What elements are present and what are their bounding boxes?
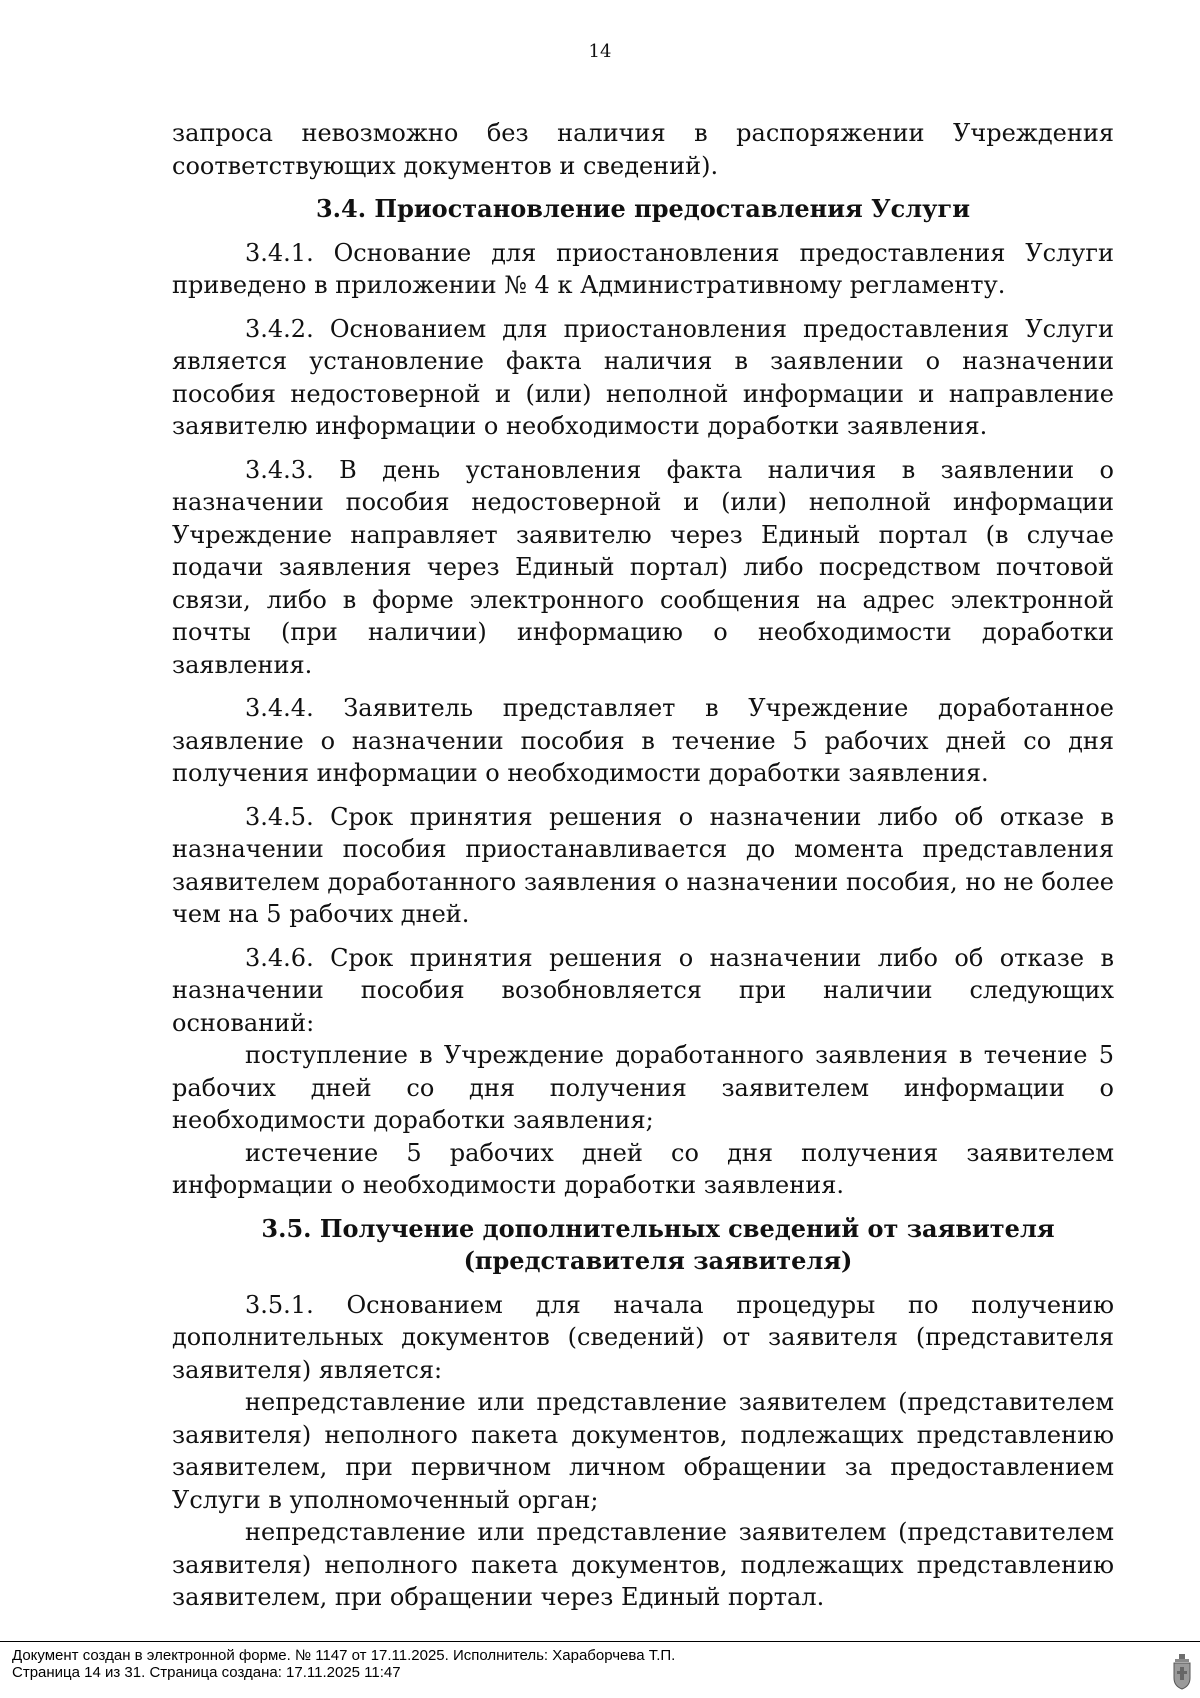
page-number: 14: [588, 41, 612, 62]
list-item-condition-1: поступление в Учреждение доработанного заявления в течение 5 рабочих дней со дня получения заявителем информации о необходимости доработки заявления;: [172, 1041, 1114, 1134]
footer-line-document-info: Документ создан в электронной форме. № 1147 от 17.11.2025. Исполнитель: Хараборчева Т.П.: [12, 1647, 676, 1664]
paragraph-3-4-5: 3.4.5. Срок принятия решения о назначении либо об отказе в назначении пособия приостанавливается до момента представления заявителем доработанного заявления о назначении пособия, но не более чем на 5 рабочих дней.: [172, 802, 1114, 928]
list-item-basis-2: непредставление или представление заявителем (представителем заявителя) неполного пакета документов, подлежащих представлению заявителем, при обращении через Единый портал.: [172, 1518, 1114, 1611]
section-heading-3-5: [172, 1213, 1114, 1278]
footer-divider: [0, 1641, 1200, 1642]
coat-of-arms-icon: [1172, 1654, 1192, 1690]
footer-line-page-info: Страница 14 из 31. Страница создана: 17.11.2025 11:47: [12, 1664, 401, 1681]
section-heading-3-5-line2: (представителя заявителя): [463, 1246, 853, 1275]
section-heading-3-4: 3.4. Приостановление предоставления Услуги: [315, 194, 971, 223]
section-heading-3-5-line1: 3.5. Получение дополнительных сведений от заявителя: [261, 1213, 1055, 1243]
document-footer: [12, 1647, 675, 1681]
paragraph-continuation: запроса невозможно без наличия в распоряжении Учреждения соответствующих документов и сведений).: [172, 119, 1114, 180]
paragraph-3-4-6: 3.4.6. Срок принятия решения о назначении либо об отказе в назначении пособия возобновляется при наличии следующих оснований:: [172, 943, 1114, 1037]
paragraph-3-5-1: 3.5.1. Основанием для начала процедуры по получению дополнительных документов (сведений) от заявителя (представителя заявителя) является:: [172, 1290, 1114, 1384]
paragraph-3-4-4: 3.4.4. Заявитель представляет в Учреждение доработанное заявление о назначении пособия в течение 5 рабочих дней со дня получения информации о необходимости доработки заявления.: [172, 694, 1114, 787]
list-item-condition-2: истечение 5 рабочих дней со дня получения заявителем информации о необходимости доработки заявления.: [172, 1138, 1114, 1199]
list-item-basis-1: непредставление или представление заявителем (представителем заявителя) неполного пакета документов, подлежащих представлению заявителем, при первичном личном обращении за предоставлением Услуги в уполномоченный орган;: [172, 1388, 1114, 1514]
paragraph-3-4-3: 3.4.3. В день установления факта наличия в заявлении о назначении пособия недостоверной и (или) неполной информации Учреждение направляет заявителю через Единый портал (в случае подачи заявления через Единый портал) либо посредством почтовой связи, либо в форме электронного сообщения на адрес электронной почты (при наличии) информацию о необходимости доработки заявления.: [172, 455, 1114, 679]
paragraph-3-4-2: 3.4.2. Основанием для приостановления предоставления Услуги является установление факта наличия в заявлении о назначении пособия недостоверной и (или) неполной информации и направление заявителю информации о необходимости доработки заявления.: [172, 314, 1114, 440]
paragraph-3-4-1: 3.4.1. Основание для приостановления предоставления Услуги приведено в приложении № 4 к Административному регламенту.: [172, 238, 1114, 299]
document-body: [172, 117, 1114, 1614]
